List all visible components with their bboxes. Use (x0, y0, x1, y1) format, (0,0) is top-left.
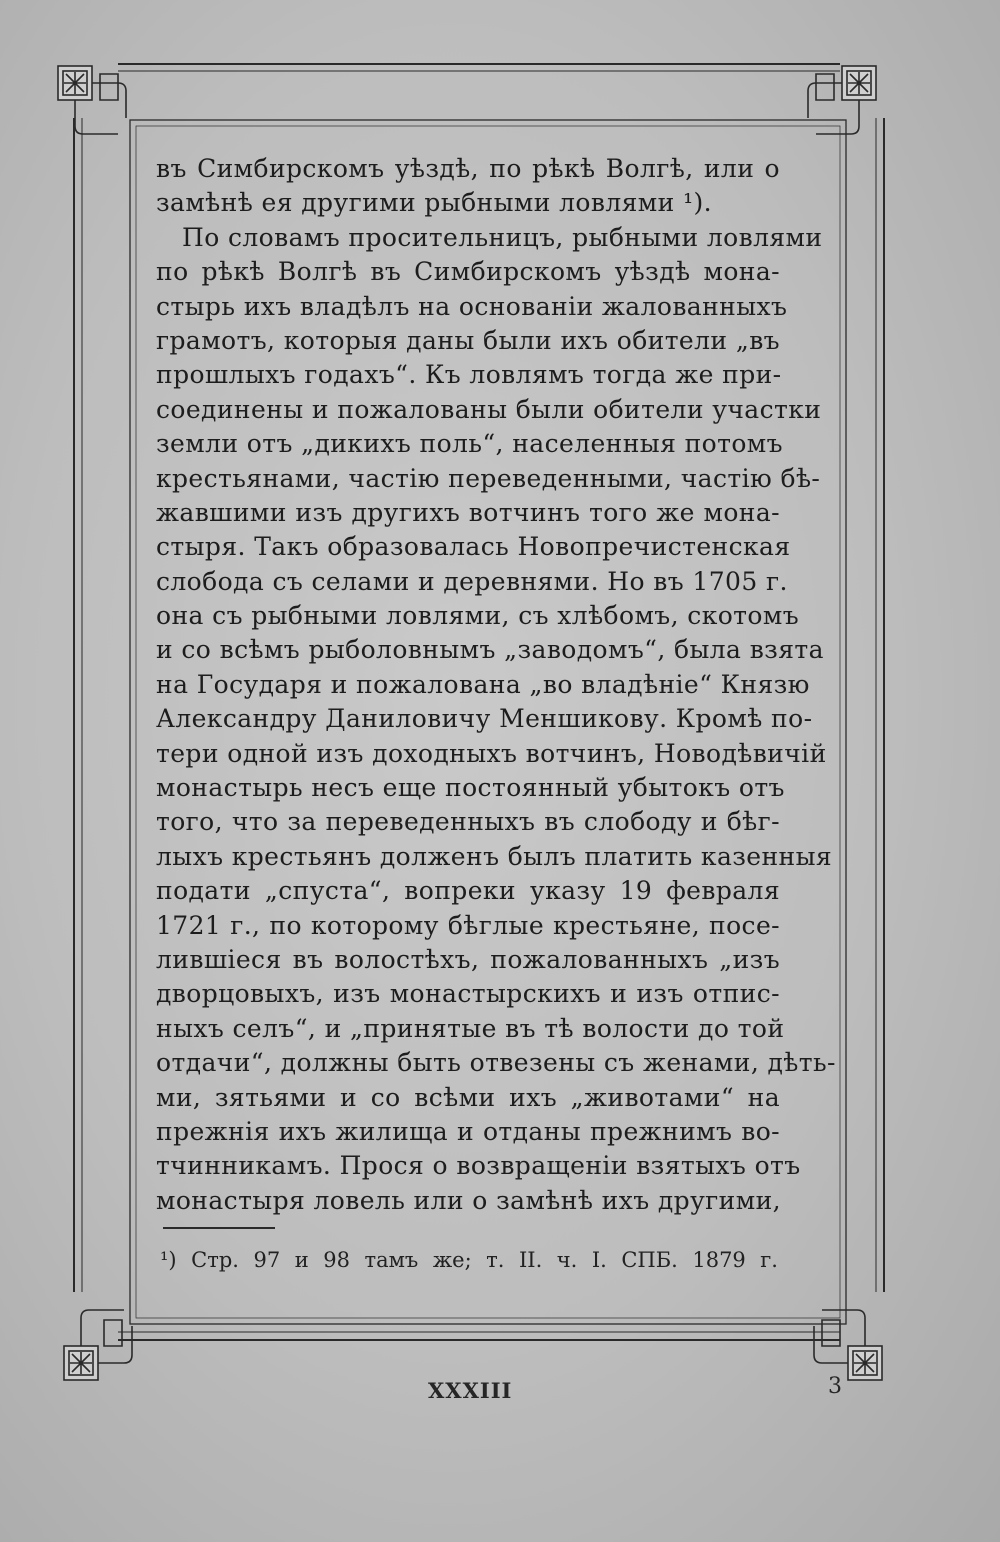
text-line: стыря. Такъ образовалась Новопречистенская (156, 532, 791, 562)
text-line: ныхъ селъ“, и „принятые въ тѣ волости до той (156, 1013, 785, 1043)
text-line: отдачи“, должны быть отвезены съ женами, дѣть- (156, 1048, 836, 1078)
text-line: Александру Даниловичу Меншикову. Кромѣ по- (156, 704, 813, 734)
page-number: 3 (828, 1374, 842, 1399)
text-line: ми, зятьями и со всѣми ихъ „животами“ на (156, 1082, 780, 1112)
text-line: по рѣкѣ Волгѣ въ Симбирскомъ уѣздѣ мона- (156, 257, 780, 287)
text-line: соединены и пожалованы были обители участки (156, 394, 822, 424)
text-line: По словамъ просительницъ, рыбными ловлями (182, 222, 823, 252)
text-line: на Государя и пожалована „во владѣніе“ Князю (156, 669, 810, 699)
text-line: прошлыхъ годахъ“. Къ ловлямъ тогда же при- (156, 360, 782, 390)
text-line: монастыря ловель или о замѣнѣ ихъ другими, (156, 1185, 781, 1215)
text-line: тери одной изъ доходныхъ вотчинъ, Новодѣвичій (156, 738, 827, 768)
text-line: дворцовыхъ, изъ монастырскихъ и изъ отпис- (156, 979, 780, 1009)
text-line: крестьянами, частію переведенными, частію бѣ- (156, 463, 821, 493)
text-line: лившіеся въ волостѣхъ, пожалованныхъ „изъ (156, 944, 780, 974)
footnote-divider (163, 1227, 275, 1229)
footnote: ¹) Стр. 97 и 98 тамъ же; т. II. ч. I. СПБ. 1879 г. (160, 1248, 778, 1272)
text-line: и со всѣмъ рыболовнымъ „заводомъ“, была взята (156, 635, 824, 665)
main-text (156, 152, 836, 1218)
text-line: въ Симбирскомъ уѣздѣ, по рѣкѣ Волгѣ, или о (156, 154, 780, 183)
signature-mark: XXXIII (428, 1378, 513, 1403)
text-line: она съ рыбными ловлями, съ хлѣбомъ, скотомъ (156, 601, 800, 631)
text-line: стырь ихъ владѣлъ на основаніи жалованныхъ (156, 291, 788, 321)
text-line: прежнія ихъ жилища и отданы прежнимъ во- (156, 1116, 780, 1146)
text-line: замѣнѣ ея другими рыбными ловлями ¹). (156, 188, 712, 218)
text-line: тчинникамъ. Прося о возвращеніи взятыхъ отъ (156, 1151, 801, 1181)
corner-ornament-top-left (58, 66, 126, 134)
text-line: монастырь несъ еще постоянный убытокъ отъ (156, 773, 785, 803)
text-line: 1721 г., по которому бѣглые крестьяне, посе- (156, 910, 780, 940)
text-line: подати „спуста“, вопреки указу 19 февраля (156, 876, 780, 906)
corner-ornament-bottom-right (814, 1310, 882, 1380)
text-line: грамотъ, которыя даны были ихъ обители „въ (156, 325, 780, 355)
text-line: лыхъ крестьянъ долженъ былъ платить казенныя (156, 841, 833, 871)
text-line: земли отъ „дикихъ поль“, населенныя потомъ (156, 429, 783, 459)
text-line: того, что за переведенныхъ въ слободу и бѣг- (156, 807, 780, 837)
corner-ornament-bottom-left (64, 1310, 132, 1380)
text-line: жавшими изъ другихъ вотчинъ того же мона- (156, 497, 780, 527)
corner-ornament-top-right (808, 66, 876, 134)
text-line: слобода съ селами и деревнями. Но въ 1705 г. (156, 566, 788, 596)
